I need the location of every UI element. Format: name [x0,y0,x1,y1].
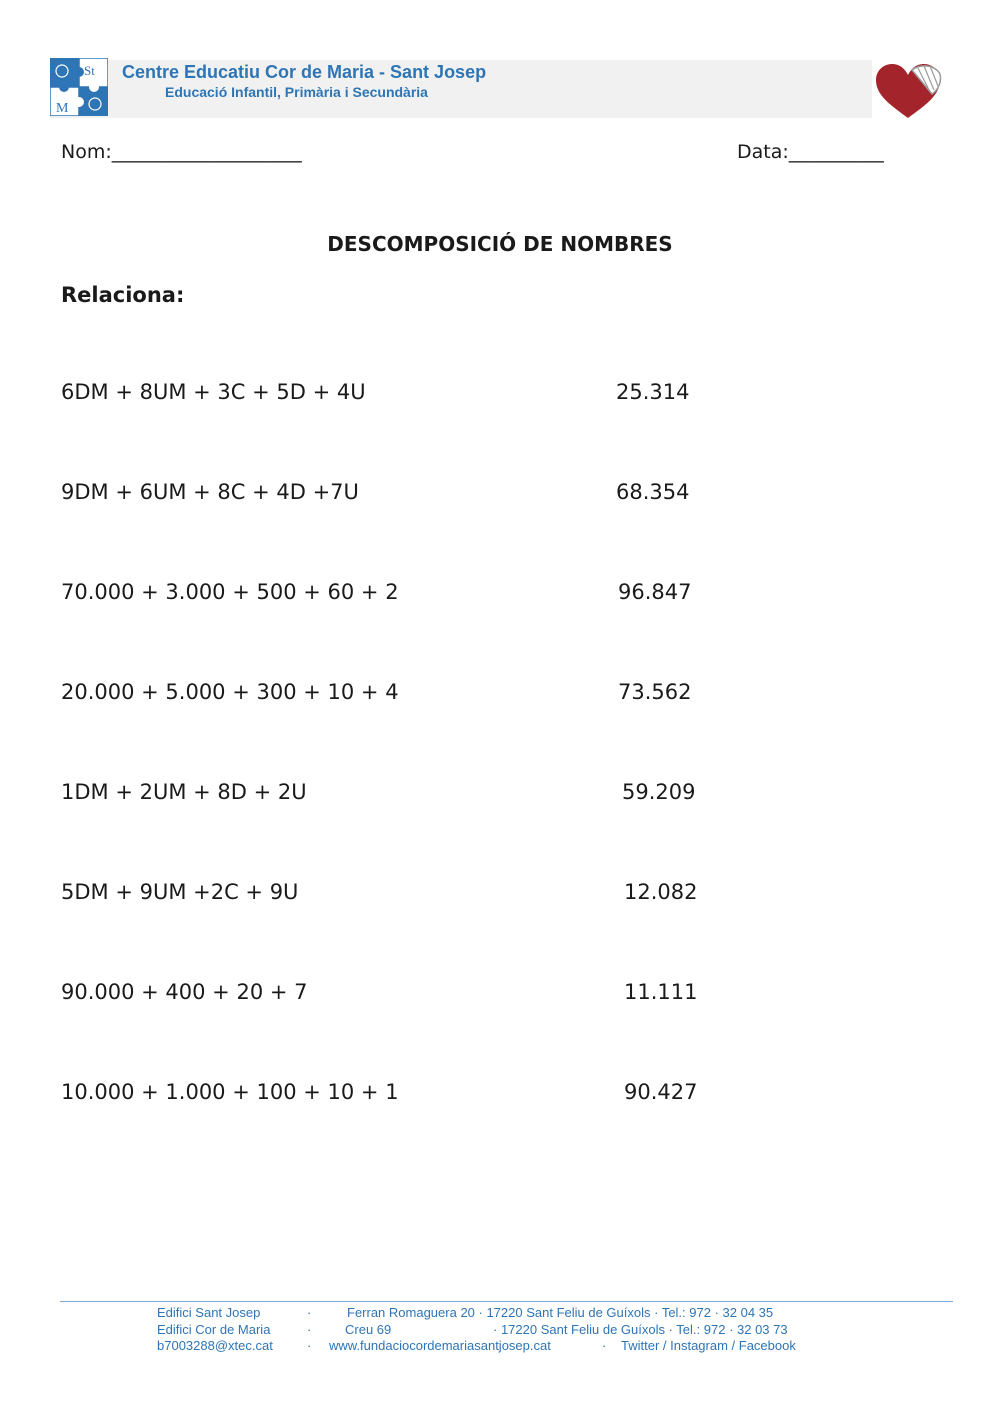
right-item-6[interactable]: 12.082 [624,880,698,904]
date-field[interactable]: Data:__________ [737,141,884,163]
right-item-1[interactable]: 25.314 [616,380,690,404]
footer-separator: · [307,1305,312,1320]
right-item-5[interactable]: 59.209 [622,780,696,804]
school-subtitle: Educació Infantil, Primària i Secundària [165,84,428,100]
svg-text:St: St [84,63,95,78]
puzzle-icon [50,58,108,116]
svg-text:M: M [56,101,69,116]
left-item-1[interactable]: 6DM + 8UM + 3C + 5D + 4U [61,380,366,404]
footer-separator: · [307,1322,312,1337]
left-item-8[interactable]: 10.000 + 1.000 + 100 + 10 + 1 [61,1080,399,1104]
left-item-7[interactable]: 90.000 + 400 + 20 + 7 [61,980,308,1004]
heart-icon [872,60,944,122]
right-item-2[interactable]: 68.354 [616,480,690,504]
left-item-4[interactable]: 20.000 + 5.000 + 300 + 10 + 4 [61,680,399,704]
right-item-3[interactable]: 96.847 [618,580,692,604]
footer-street-2: Creu 69 [345,1322,392,1337]
footer-building-2: Edifici Cor de Maria [157,1322,271,1337]
right-item-7[interactable]: 11.111 [624,980,698,1004]
right-item-4[interactable]: 73.562 [618,680,692,704]
footer-separator: · [307,1338,312,1353]
left-item-2[interactable]: 9DM + 6UM + 8C + 4D +7U [61,480,359,504]
footer-address-1: Ferran Romaguera 20 · 17220 Sant Feliu de Guíxols · Tel.: 972 · 32 04 35 [347,1305,774,1320]
footer-website-link[interactable]: www.fundaciocordemariasantjosep.cat [329,1338,551,1353]
school-name: Centre Educatiu Cor de Maria - Sant Josep [122,62,487,82]
footer-divider [60,1301,953,1302]
instruction: Relaciona: [61,283,185,307]
page-title: DESCOMPOSICIÓ DE NOMBRES [327,232,673,256]
left-item-6[interactable]: 5DM + 9UM +2C + 9U [61,880,299,904]
name-field[interactable]: Nom:____________________ [61,141,302,163]
footer-separator: · [602,1338,607,1353]
right-item-8[interactable]: 90.427 [624,1080,698,1104]
footer-address-2: · 17220 Sant Feliu de Guíxols · Tel.: 972 · 32 03 73 [493,1322,788,1337]
footer-building-1: Edifici Sant Josep [157,1305,261,1320]
left-item-5[interactable]: 1DM + 2UM + 8D + 2U [61,780,307,804]
left-item-3[interactable]: 70.000 + 3.000 + 500 + 60 + 2 [61,580,399,604]
footer-social-links[interactable]: Twitter / Instagram / Facebook [621,1338,796,1353]
footer-email[interactable]: b7003288@xtec.cat [157,1338,273,1353]
